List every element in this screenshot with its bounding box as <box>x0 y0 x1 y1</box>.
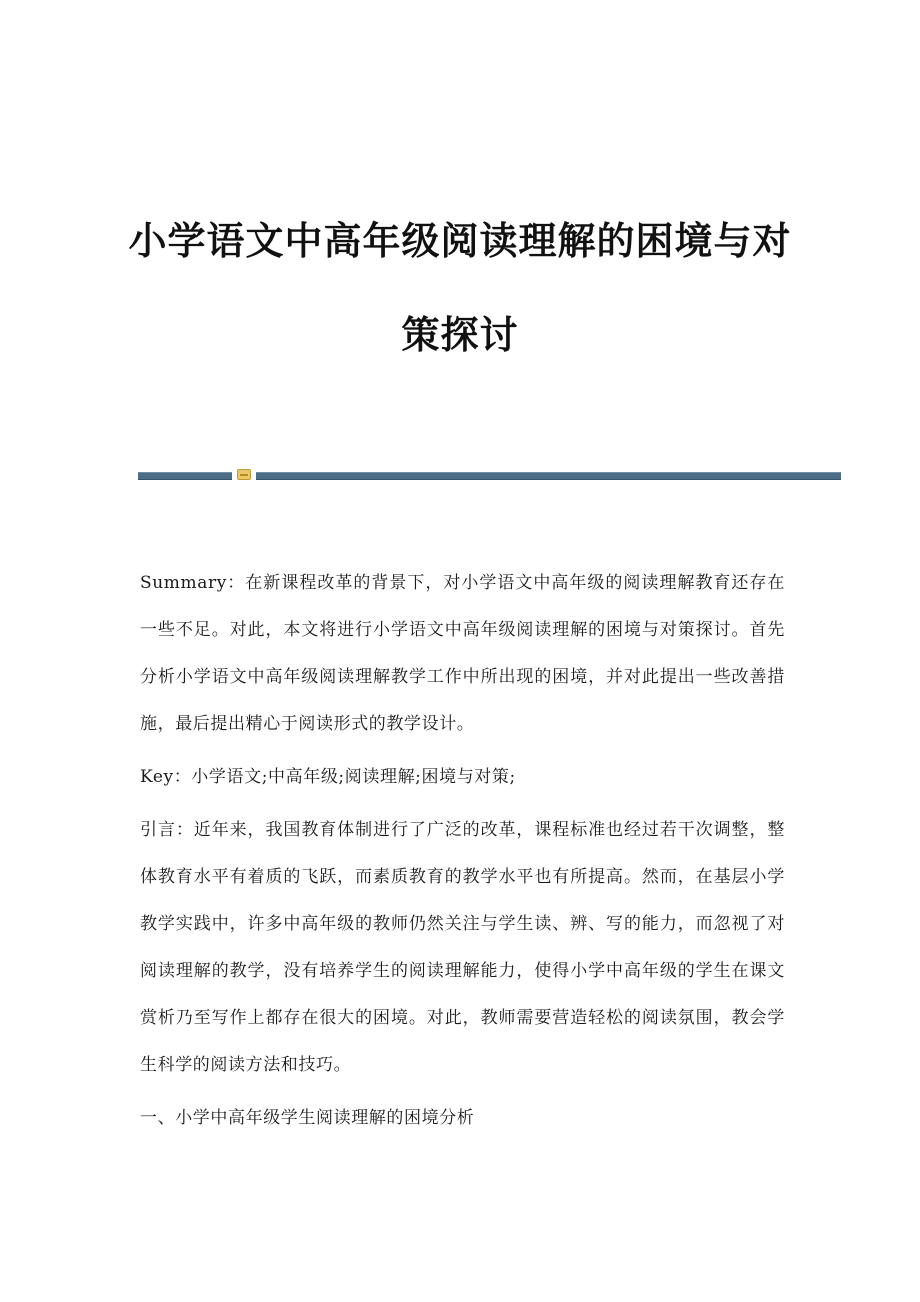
document-title-line-2: 策探讨 <box>401 313 519 357</box>
section-heading: 一、小学中高年级学生阅读理解的困境分析 <box>140 1108 475 1128</box>
divider-bar-left <box>138 472 232 480</box>
intro-paragraph: 引言：近年来，我国教育体制进行了广泛的改革，课程标准也经过若干次调整，整体教育水平有着质的飞跃，而素质教育的教学水平也有所提高。然而，在基层小学教学实践中，许多中高年级的教师仍然关注与学生读、辨、写的能力，而忽视了对阅读理解的教学，没有培养学生的阅读理解能力，使得小学中高年级的学生在课文赏析乃至写作上都存在很大的困境。对此，教师需要营造轻松的阅读氛围，教会学生科学的阅读方法和技巧。 <box>140 820 785 1075</box>
document-body <box>140 560 785 1148</box>
divider-ornament-icon <box>237 469 251 480</box>
document-title-line-1: 小学语文中高年级阅读理解的困境与对 <box>128 219 792 263</box>
title-divider <box>138 468 841 482</box>
keywords-paragraph: Key：小学语文;中高年级;阅读理解;困境与对策; <box>140 767 516 787</box>
divider-bar-right <box>256 472 841 480</box>
summary-paragraph: Summary：在新课程改革的背景下，对小学语文中高年级的阅读理解教育还存在一些不足。对此，本文将进行小学语文中高年级阅读理解的困境与对策探讨。首先分析小学语文中高年级阅读理解教学工作中所出现的困境，并对此提出一些改善措施，最后提出精心于阅读形式的教学设计。 <box>140 573 785 734</box>
